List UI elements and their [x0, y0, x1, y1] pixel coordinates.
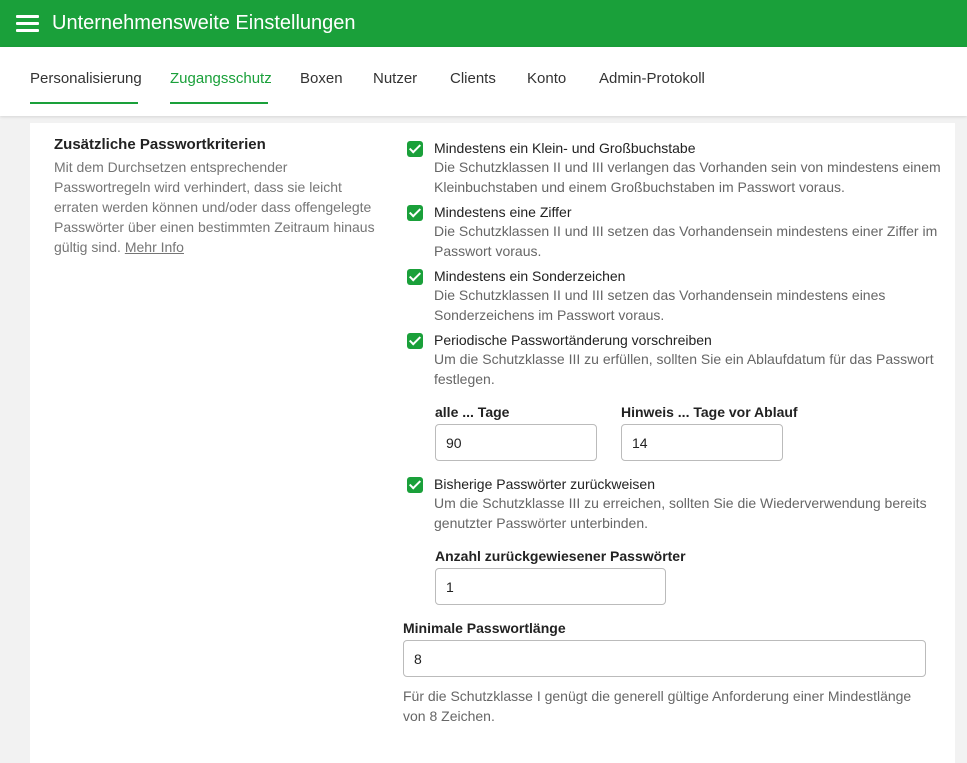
tab-admin-protokoll[interactable]: Admin-Protokoll [599, 70, 705, 87]
tab-personalisierung-underline [30, 102, 138, 104]
option-special-label[interactable]: Mindestens ein Sonderzeichen [434, 268, 626, 284]
checkbox-special[interactable] [407, 269, 423, 285]
option-digit-description: Die Schutzklassen II und III setzen das Vorhandensein mindestens einer Ziffer im Passwort voraus. [434, 223, 938, 259]
tab-active-underline [170, 102, 268, 104]
app-title: Unternehmensweite Einstellungen [52, 12, 356, 34]
tab-konto[interactable]: Konto [527, 70, 567, 87]
option-digit-label[interactable]: Mindestens eine Ziffer [434, 204, 572, 220]
checkbox-periodic-change[interactable] [407, 333, 423, 349]
notice-label: Hinweis ... Tage vor Ablauf [621, 404, 798, 420]
option-periodic-description: Um die Schutzklasse III zu erfüllen, sollten Sie ein Ablaufdatum für das Passwort festlegen. [434, 351, 934, 387]
days-label: alle ... Tage [435, 404, 510, 420]
tab-personalisierung[interactable]: Personalisierung [30, 70, 142, 87]
min-length-label: Minimale Passwortlänge [403, 620, 566, 636]
section-description-text: Mit dem Durchsetzen entsprechender Passwortregeln wird verhindert, dass sie leicht erraten werden können und/oder dass offengelegte Passwörter über einen bestimmten Zeitraum hinaus gültig sind. [54, 159, 375, 255]
more-info-link[interactable]: Mehr Info [124, 239, 184, 255]
notice-input[interactable] [621, 424, 783, 461]
menu-icon[interactable] [16, 15, 39, 33]
checkbox-digit[interactable] [407, 205, 423, 221]
tab-nutzer[interactable]: Nutzer [373, 70, 418, 87]
tab-clients[interactable]: Clients [450, 70, 496, 87]
section-title: Zusätzliche Passwortkriterien [54, 136, 266, 153]
tab-zugangsschutz[interactable]: Zugangsschutz [170, 70, 272, 87]
option-case-label[interactable]: Mindestens ein Klein- und Großbuchstabe [434, 140, 696, 156]
history-count-label: Anzahl zurückgewiesener Passwörter [435, 548, 686, 564]
checkbox-case[interactable] [407, 141, 423, 157]
top-bar [0, 0, 967, 47]
min-length-hint: Für die Schutzklasse I genügt die generell gültige Anforderung einer Mindestlänge von 8 Zeichen. [403, 688, 912, 724]
option-special-description: Die Schutzklassen II und III setzen das Vorhandensein mindestens eines Sonderzeichens im Passwort voraus. [434, 287, 886, 323]
tab-boxen[interactable]: Boxen [300, 70, 343, 87]
option-history-description: Um die Schutzklasse III zu erreichen, sollten Sie die Wiederverwendung bereits genutzter Passwörter unterbinden. [434, 495, 927, 531]
days-input[interactable] [435, 424, 597, 461]
option-case-description: Die Schutzklassen II und III verlangen das Vorhanden sein von mindestens einem Kleinbuchstaben und einem Großbuchstaben im Passwort voraus. [434, 159, 941, 195]
option-periodic-label[interactable]: Periodische Passwortänderung vorschreiben [434, 332, 712, 348]
history-count-input[interactable] [435, 568, 666, 605]
tab-bar [0, 47, 967, 116]
option-history-label[interactable]: Bisherige Passwörter zurückweisen [434, 476, 655, 492]
min-length-input[interactable] [403, 640, 926, 677]
checkbox-history[interactable] [407, 477, 423, 493]
section-description [54, 157, 379, 257]
